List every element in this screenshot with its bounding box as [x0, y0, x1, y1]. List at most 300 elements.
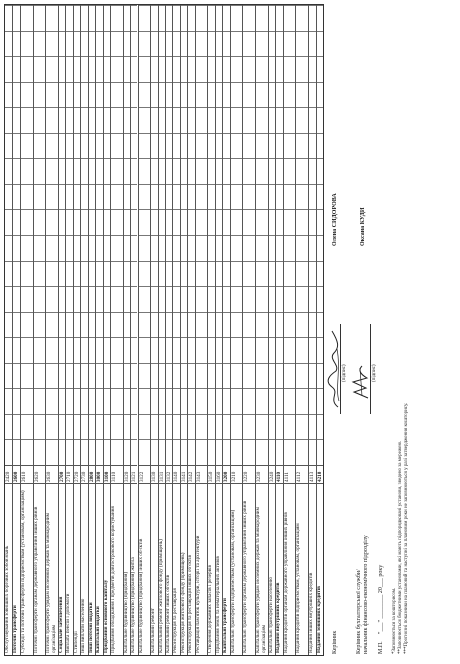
value-cell	[317, 235, 323, 261]
value-cell	[196, 31, 208, 57]
value-cell	[21, 31, 33, 57]
value-cell	[243, 158, 255, 184]
value-cell	[34, 439, 46, 465]
row-code: 3141	[181, 465, 187, 483]
date-value: "___" ________ 20___ року	[378, 564, 384, 634]
row-name: Капітальний ремонт інших об'єктів	[166, 483, 172, 655]
value-cell	[243, 31, 255, 57]
value-cell	[284, 184, 296, 210]
value-cell	[46, 388, 58, 414]
value-cell	[284, 235, 296, 261]
row-name: Поточні трансферти органам державного управління інших рівнів	[34, 483, 46, 655]
value-cell	[139, 5, 151, 31]
value-cell	[231, 363, 243, 389]
value-cell	[34, 184, 46, 210]
value-cell	[46, 363, 58, 389]
row-code: 4112	[296, 465, 308, 483]
value-cell	[5, 235, 12, 261]
value-cell	[284, 31, 296, 57]
table-row	[110, 5, 123, 655]
row-name: Реконструкція житлового фонду (приміщень)	[181, 483, 187, 655]
head-sign-caption: (підпис)	[342, 364, 347, 382]
value-cell	[5, 56, 12, 82]
row-name: Поточні трансферти	[13, 483, 19, 655]
value-cell	[139, 158, 151, 184]
table-row	[65, 5, 72, 655]
table-row	[230, 5, 243, 655]
value-cell	[139, 337, 151, 363]
value-cell	[231, 337, 243, 363]
value-cell	[196, 209, 208, 235]
value-cell	[139, 261, 151, 287]
row-name: Капітальне будівництво (придбання) інших об'єктів	[139, 483, 151, 655]
value-cell	[196, 184, 208, 210]
value-cell	[256, 337, 268, 363]
value-cell	[296, 56, 308, 82]
row-code: 3131	[159, 465, 165, 483]
value-cell	[256, 56, 268, 82]
date-prefix: М.П.	[378, 641, 384, 654]
value-cell	[34, 158, 46, 184]
row-name: Капітальні трансферти органам державного управління інших рівнів	[243, 483, 255, 655]
value-cell	[46, 261, 58, 287]
value-cell	[21, 312, 33, 338]
value-cell	[243, 414, 255, 440]
value-cell	[243, 337, 255, 363]
value-cell	[296, 261, 308, 287]
value-cell	[46, 312, 58, 338]
value-cell	[21, 235, 33, 261]
value-cell	[196, 107, 208, 133]
value-cell	[296, 337, 308, 363]
row-name: Надання зовнішніх кредитів	[317, 483, 323, 655]
value-cell	[296, 5, 308, 31]
row-name: Поточні трансферти урядам іноземних держав та міжнародним організаціям	[46, 483, 58, 655]
value-cell	[231, 133, 243, 159]
value-cell	[111, 209, 123, 235]
value-cell	[46, 337, 58, 363]
value-cell	[296, 363, 308, 389]
value-cell	[46, 107, 58, 133]
value-cell	[296, 414, 308, 440]
value-cell	[284, 388, 296, 414]
row-name: Виплата пенсій і допомоги	[66, 483, 72, 655]
value-cell	[34, 56, 46, 82]
value-cell	[317, 261, 323, 287]
expenditure-table	[4, 4, 324, 656]
value-cell	[256, 82, 268, 108]
value-cell	[296, 107, 308, 133]
row-code: 2710	[66, 465, 72, 483]
head-label: Керівник	[332, 630, 338, 654]
value-cell	[256, 312, 268, 338]
row-name: Стипендії	[74, 483, 80, 655]
value-cell	[21, 158, 33, 184]
value-cell	[243, 82, 255, 108]
value-cell	[46, 235, 58, 261]
value-cell	[284, 439, 296, 465]
head-name: Олена СИДОРОВА	[332, 193, 338, 246]
row-code: 3121	[131, 465, 137, 483]
value-cell	[196, 286, 208, 312]
value-cell	[231, 286, 243, 312]
value-cell	[296, 82, 308, 108]
value-cell	[317, 31, 323, 57]
value-cell	[284, 337, 296, 363]
row-name: Придбання основного капіталу	[104, 483, 110, 655]
table-row	[275, 5, 282, 655]
value-cell	[196, 158, 208, 184]
value-cell	[284, 133, 296, 159]
row-name: Реставрація пам'яток культури, історії та архітектури	[196, 483, 208, 655]
value-cell	[5, 261, 12, 287]
value-cell	[21, 363, 33, 389]
value-cell	[296, 439, 308, 465]
value-cell	[139, 414, 151, 440]
value-cell	[34, 107, 46, 133]
value-cell	[5, 337, 12, 363]
value-cell	[231, 5, 243, 31]
value-cell	[21, 337, 33, 363]
value-cell	[196, 414, 208, 440]
value-cell	[243, 286, 255, 312]
value-cell	[243, 261, 255, 287]
value-cell	[317, 286, 323, 312]
value-cell	[5, 107, 12, 133]
row-code: 3120	[124, 465, 130, 483]
value-cell	[256, 414, 268, 440]
value-cell	[34, 261, 46, 287]
value-cell	[284, 158, 296, 184]
value-cell	[284, 82, 296, 108]
value-cell	[196, 312, 208, 338]
row-code: 3160	[216, 465, 222, 483]
value-cell	[296, 235, 308, 261]
row-code: 3132	[166, 465, 172, 483]
row-code: 3110	[111, 465, 123, 483]
table-row	[255, 5, 268, 655]
value-cell	[34, 312, 46, 338]
value-cell	[284, 107, 296, 133]
value-cell	[111, 158, 123, 184]
value-cell	[231, 158, 243, 184]
value-cell	[139, 56, 151, 82]
value-cell	[196, 133, 208, 159]
row-code: 2700	[59, 465, 65, 483]
table-row	[33, 5, 46, 655]
value-cell	[139, 31, 151, 57]
row-name: Капітальний ремонт	[151, 483, 157, 655]
table-row	[5, 5, 12, 655]
value-cell	[111, 261, 123, 287]
value-cell	[284, 414, 296, 440]
row-code: 2620	[34, 465, 46, 483]
table-row	[58, 5, 65, 655]
value-cell	[296, 158, 308, 184]
row-name: Надання внутрішніх кредитів	[276, 483, 282, 655]
value-cell	[21, 209, 33, 235]
table-row	[130, 5, 137, 655]
value-cell	[243, 184, 255, 210]
value-cell	[34, 31, 46, 57]
value-cell	[21, 82, 33, 108]
table-row	[12, 5, 19, 655]
value-cell	[243, 107, 255, 133]
table-row	[242, 5, 255, 655]
value-cell	[256, 261, 268, 287]
value-cell	[5, 414, 12, 440]
row-name: Реконструкція та реставрація	[173, 483, 179, 655]
value-cell	[111, 235, 123, 261]
value-cell	[46, 56, 58, 82]
value-cell	[111, 184, 123, 210]
row-code: 2610	[21, 465, 33, 483]
value-cell	[231, 107, 243, 133]
value-cell	[284, 209, 296, 235]
row-name: Надання інших внутрішніх кредитів	[309, 483, 315, 655]
value-cell	[111, 133, 123, 159]
value-cell	[21, 388, 33, 414]
value-cell	[111, 31, 123, 57]
value-cell	[46, 133, 58, 159]
value-cell	[256, 107, 268, 133]
value-cell	[231, 388, 243, 414]
value-cell	[284, 56, 296, 82]
value-cell	[34, 133, 46, 159]
value-cell	[111, 82, 123, 108]
table-row	[20, 5, 33, 655]
value-cell	[21, 133, 33, 159]
value-cell	[296, 209, 308, 235]
row-name: Капітальні трансферти урядам іноземних держав та міжнародним організаціям	[256, 483, 268, 655]
value-cell	[317, 388, 323, 414]
value-cell	[196, 261, 208, 287]
row-code: 3150	[208, 465, 214, 483]
table-row	[207, 5, 214, 655]
head-signature-scrawl	[326, 329, 342, 409]
value-cell	[317, 133, 323, 159]
value-cell	[111, 388, 123, 414]
value-cell	[111, 337, 123, 363]
row-name: Інші виплати населенню	[81, 483, 87, 655]
value-cell	[243, 235, 255, 261]
value-cell	[196, 439, 208, 465]
finance-label-1: Керівник бухгалтерської служби/	[356, 569, 362, 654]
row-code: 3240	[269, 465, 275, 483]
value-cell	[196, 363, 208, 389]
value-cell	[196, 82, 208, 108]
value-cell	[243, 312, 255, 338]
row-code: 3143	[196, 465, 208, 483]
value-cell	[256, 133, 268, 159]
value-cell	[296, 286, 308, 312]
value-cell	[34, 286, 46, 312]
value-cell	[231, 56, 243, 82]
value-cell	[231, 261, 243, 287]
value-cell	[139, 363, 151, 389]
value-cell	[317, 158, 323, 184]
row-name: Обслуговування зовнішніх боргових зобов'язань	[5, 483, 12, 655]
value-cell	[46, 286, 58, 312]
value-cell	[46, 5, 58, 31]
value-cell	[139, 235, 151, 261]
value-cell	[5, 209, 12, 235]
value-cell	[5, 31, 12, 57]
value-cell	[284, 5, 296, 31]
value-cell	[111, 312, 123, 338]
row-code: 2730	[81, 465, 87, 483]
table-row	[187, 5, 194, 655]
row-code: 3130	[151, 465, 157, 483]
value-cell	[243, 209, 255, 235]
table-row	[95, 5, 102, 655]
value-cell	[231, 439, 243, 465]
value-cell	[46, 31, 58, 57]
table-row	[195, 5, 208, 655]
value-cell	[231, 235, 243, 261]
value-cell	[21, 5, 33, 31]
value-cell	[256, 439, 268, 465]
row-name: Придбання обладнання і предметів довгострокового користування	[111, 483, 123, 655]
row-name: Надання кредитів підприємствам, установам, організаціям	[296, 483, 308, 655]
table-row	[88, 5, 95, 655]
table-row	[123, 5, 130, 655]
value-cell	[139, 286, 151, 312]
table-row	[45, 5, 58, 655]
finance-label-2: начальник фінансово-економічного підрозділу	[363, 535, 369, 654]
value-cell	[243, 363, 255, 389]
row-name: Капітальний ремонт житлового фонду (приміщень)	[159, 483, 165, 655]
footnote-3: ***Прогнозні показники на плановий та наступні за плановим роки не заповнюються у разі затвердження кошторису.	[404, 402, 409, 654]
value-cell	[296, 388, 308, 414]
value-cell	[256, 388, 268, 414]
table-row	[150, 5, 157, 655]
value-cell	[317, 439, 323, 465]
value-cell	[256, 235, 268, 261]
value-cell	[196, 235, 208, 261]
value-cell	[5, 363, 12, 389]
footnote-2: **Заповнюється бюджетними установами, які мають підпорядковані установи, зведено за мережею.	[398, 440, 403, 654]
value-cell	[231, 209, 243, 235]
value-cell	[111, 5, 123, 31]
value-cell	[139, 82, 151, 108]
value-cell	[5, 184, 12, 210]
row-name: Капітальні трансферти	[223, 483, 229, 655]
value-cell	[21, 184, 33, 210]
value-cell	[139, 133, 151, 159]
row-name: Капітальні трансферти населенню	[269, 483, 275, 655]
table-row	[295, 5, 308, 655]
finance-sign-caption: (підпис)	[372, 364, 377, 382]
value-cell	[139, 107, 151, 133]
row-code: 3100	[104, 465, 110, 483]
value-cell	[231, 414, 243, 440]
table-row	[215, 5, 222, 655]
row-name: Інші поточні видатки	[89, 483, 95, 655]
value-cell	[256, 209, 268, 235]
value-cell	[243, 388, 255, 414]
value-cell	[34, 82, 46, 108]
value-cell	[111, 107, 123, 133]
value-cell	[196, 5, 208, 31]
value-cell	[284, 261, 296, 287]
value-cell	[111, 414, 123, 440]
value-cell	[34, 414, 46, 440]
finance-name: Оксана КУДИ	[360, 207, 366, 246]
row-code: 3000	[96, 465, 102, 483]
table-row	[268, 5, 275, 655]
value-cell	[231, 312, 243, 338]
table-row	[80, 5, 87, 655]
value-cell	[46, 439, 58, 465]
value-cell	[231, 82, 243, 108]
value-cell	[256, 184, 268, 210]
value-cell	[34, 363, 46, 389]
value-cell	[21, 439, 33, 465]
value-cell	[5, 286, 12, 312]
value-cell	[139, 184, 151, 210]
row-code: 4110	[276, 465, 282, 483]
row-name: Соціальне забезпечення	[59, 483, 65, 655]
row-name: Капітальні трансферти підприємствам (установам, організаціям)	[231, 483, 243, 655]
value-cell	[284, 286, 296, 312]
value-cell	[46, 184, 58, 210]
value-cell	[139, 312, 151, 338]
row-name: Створення державних запасів і резервів	[208, 483, 214, 655]
row-code: 2720	[74, 465, 80, 483]
value-cell	[317, 337, 323, 363]
row-name: Надання кредитів органам державного управління інших рівнів	[284, 483, 296, 655]
row-code: 4113	[309, 465, 315, 483]
value-cell	[111, 56, 123, 82]
value-cell	[296, 184, 308, 210]
value-cell	[317, 107, 323, 133]
value-cell	[34, 5, 46, 31]
row-code: 2420	[5, 465, 12, 483]
value-cell	[21, 286, 33, 312]
table-row	[308, 5, 315, 655]
value-cell	[21, 107, 33, 133]
value-cell	[231, 184, 243, 210]
value-cell	[139, 209, 151, 235]
value-cell	[256, 31, 268, 57]
value-cell	[46, 209, 58, 235]
row-name: Капітальне будівництво (придбання)	[124, 483, 130, 655]
row-name: Придбання землі та нематеріальних активів	[216, 483, 222, 655]
value-cell	[317, 312, 323, 338]
value-cell	[46, 158, 58, 184]
value-cell	[34, 235, 46, 261]
value-cell	[317, 184, 323, 210]
row-code: 2800	[89, 465, 95, 483]
value-cell	[296, 133, 308, 159]
value-cell	[5, 133, 12, 159]
row-code: 4111	[284, 465, 296, 483]
value-cell	[21, 261, 33, 287]
row-name: Капітальне будівництво (придбання) житла	[131, 483, 137, 655]
value-cell	[5, 388, 12, 414]
value-cell	[139, 388, 151, 414]
value-cell	[317, 5, 323, 31]
table-row	[316, 5, 323, 655]
footnote-1: *Заповнюється за кошторисом.	[392, 587, 397, 654]
row-code: 3122	[139, 465, 151, 483]
value-cell	[139, 439, 151, 465]
value-cell	[5, 82, 12, 108]
value-cell	[284, 312, 296, 338]
value-cell	[46, 414, 58, 440]
value-cell	[256, 363, 268, 389]
